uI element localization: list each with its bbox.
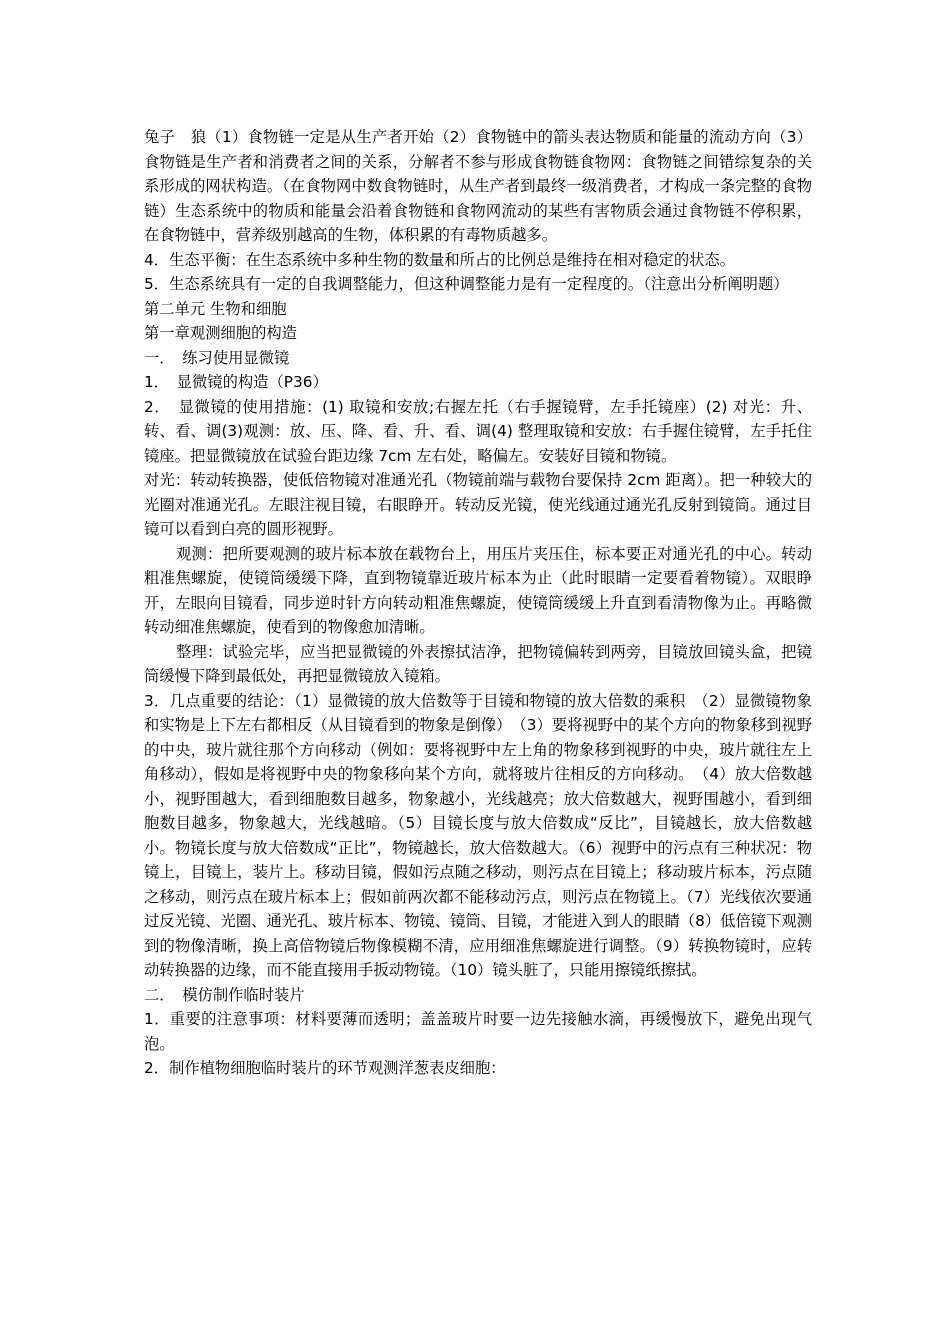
self-regulation-paragraph: 5．生态系统具有一定的自我调整能力，但这种调整能力是有一定程度的。（注意出分析阐明题）	[144, 275, 789, 293]
cleanup-paragraph: 整理：试验完毕，应当把显微镜的外表擦拭洁净，把物镜偏转到两旁，目镜放回镜头盒，把镜筒缓慢下降到最低处，再把显微镜放入镜箱。	[144, 642, 812, 685]
food-chain-paragraph: 兔子 狼（1）食物链一定是从生产者开始（2）食物链中的箭头表达物质和能量的流动方向（3）食物链是生产者和消费者之间的关系，分解者不参与形成食物链食物网：食物链之间错综复杂的关系形成的网状构造。（在食物网中数食物链时，从生产者到最终一级消费者，才构成一条完整的食物链）生态系统中的物质和能量会沿着食物链和食物网流动的某些有害物质会通过食物链不停积累，在食物链中，营养级别越高的生物，体积累的有毒物质越多。	[144, 128, 812, 244]
unit-heading: 第二单元 生物和细胞	[144, 299, 287, 318]
section-heading-microscope: 一． 练习使用显微镜	[144, 348, 290, 367]
plant-slide-steps-item: 2．制作植物细胞临时装片的环节观测洋葱表皮细胞：	[144, 1059, 506, 1077]
section-heading-slide: 二． 模仿制作临时装片	[144, 985, 305, 1004]
microscope-usage-item: 2． 显微镜的使用措施：(1) 取镜和安放;右握左托（右手握镜臂，左手托镜座）(2) 对光：升、转、看、调(3)观测：放、压、降、看、升、看、调(4) 整理取镜和安放：右手握住镜臂，左手托住镜座。把显微镜放在试验台距边缘 7cm 左右处，略偏左。安装好目镜和物镜。	[144, 397, 812, 465]
microscope-structure-item: 1． 显微镜的构造（P36）	[144, 373, 328, 391]
document-body	[144, 125, 812, 1081]
conclusions-paragraph: 3．几点重要的结论：（1）显微镜的放大倍数等于目镜和物镜的放大倍数的乘积 （2）显微镜物象和实物是上下左右都相反（从目镜看到的物象是倒像） （3）要将视野中的某个方向的物象移到视野的中央，玻片就往那个方向移动（例如：要将视野中左上角的物象移到视野的中央，玻片就往左上角移动），假如是将视野中央的物象移向某个方向，就将玻片往相反的方向移动。 （4）放大倍数越小，视野围越大，看到细胞数目越多，物象越小，光线越亮；放大倍数越大，视野围越小，看到细胞数目越多，物象越大，光线越暗。（5）目镜长度与放大倍数成“反比”，目镜越长，放大倍数越小。物镜长度与放大倍数成“正比”，物镜越长，放大倍数越大。（6）视野中的污点有三种状况：物镜上，目镜上，装片上。移动目镜，假如污点随之移动，则污点在目镜上；移动玻片标本，污点随之移动，则污点在玻片标本上；假如前两次都不能移动污点，则污点在物镜上。（7）光线依次要通过反光镜、光圈、通光孔、玻片标本、物镜、镜筒、目镜，才能进入到人的眼睛（8）低倍镜下观测到的物像清晰，换上高倍物镜后物像模糊不清，应用细准焦螺旋进行调整。（9）转换物镜时，应转动转换器的边缘，而不能直接用手扳动物镜。（10）镜头脏了，只能用擦镜纸擦拭。	[144, 691, 812, 979]
light-alignment-paragraph: 对光：转动转换器，使低倍物镜对准通光孔（物镜前端与载物台要保持 2cm 距离）。把一种较大的光圈对准通光孔。左眼注视目镜，右眼睁开。转动反光镜，使光线通过通光孔反射到镜筒。通过目镜可以看到白亮的圆形视野。	[144, 471, 812, 538]
chapter-heading: 第一章观测细胞的构造	[144, 324, 297, 342]
precautions-item: 1．重要的注意事项：材料要薄而透明；盖盖玻片时要一边先接触水滴，再缓慢放下，避免出现气泡。	[144, 1010, 812, 1053]
ecological-balance-paragraph: 4．生态平衡：在生态系统中多种生物的数量和所占的比例总是维持在相对稳定的状态。	[144, 250, 736, 269]
observation-paragraph: 观测：把所要观测的玻片标本放在载物台上，用压片夹压住，标本要正对通光孔的中心。转动粗准焦螺旋，使镜筒缓缓下降，直到物镜靠近玻片标本为止（此时眼睛一定要看着物镜）。双眼睁开，左眼向目镜看，同步逆时针方向转动粗准焦螺旋，使镜筒缓缓上升直到看清物像为止。再略微转动细准焦螺旋，使看到的物像愈加清晰。	[144, 544, 812, 636]
